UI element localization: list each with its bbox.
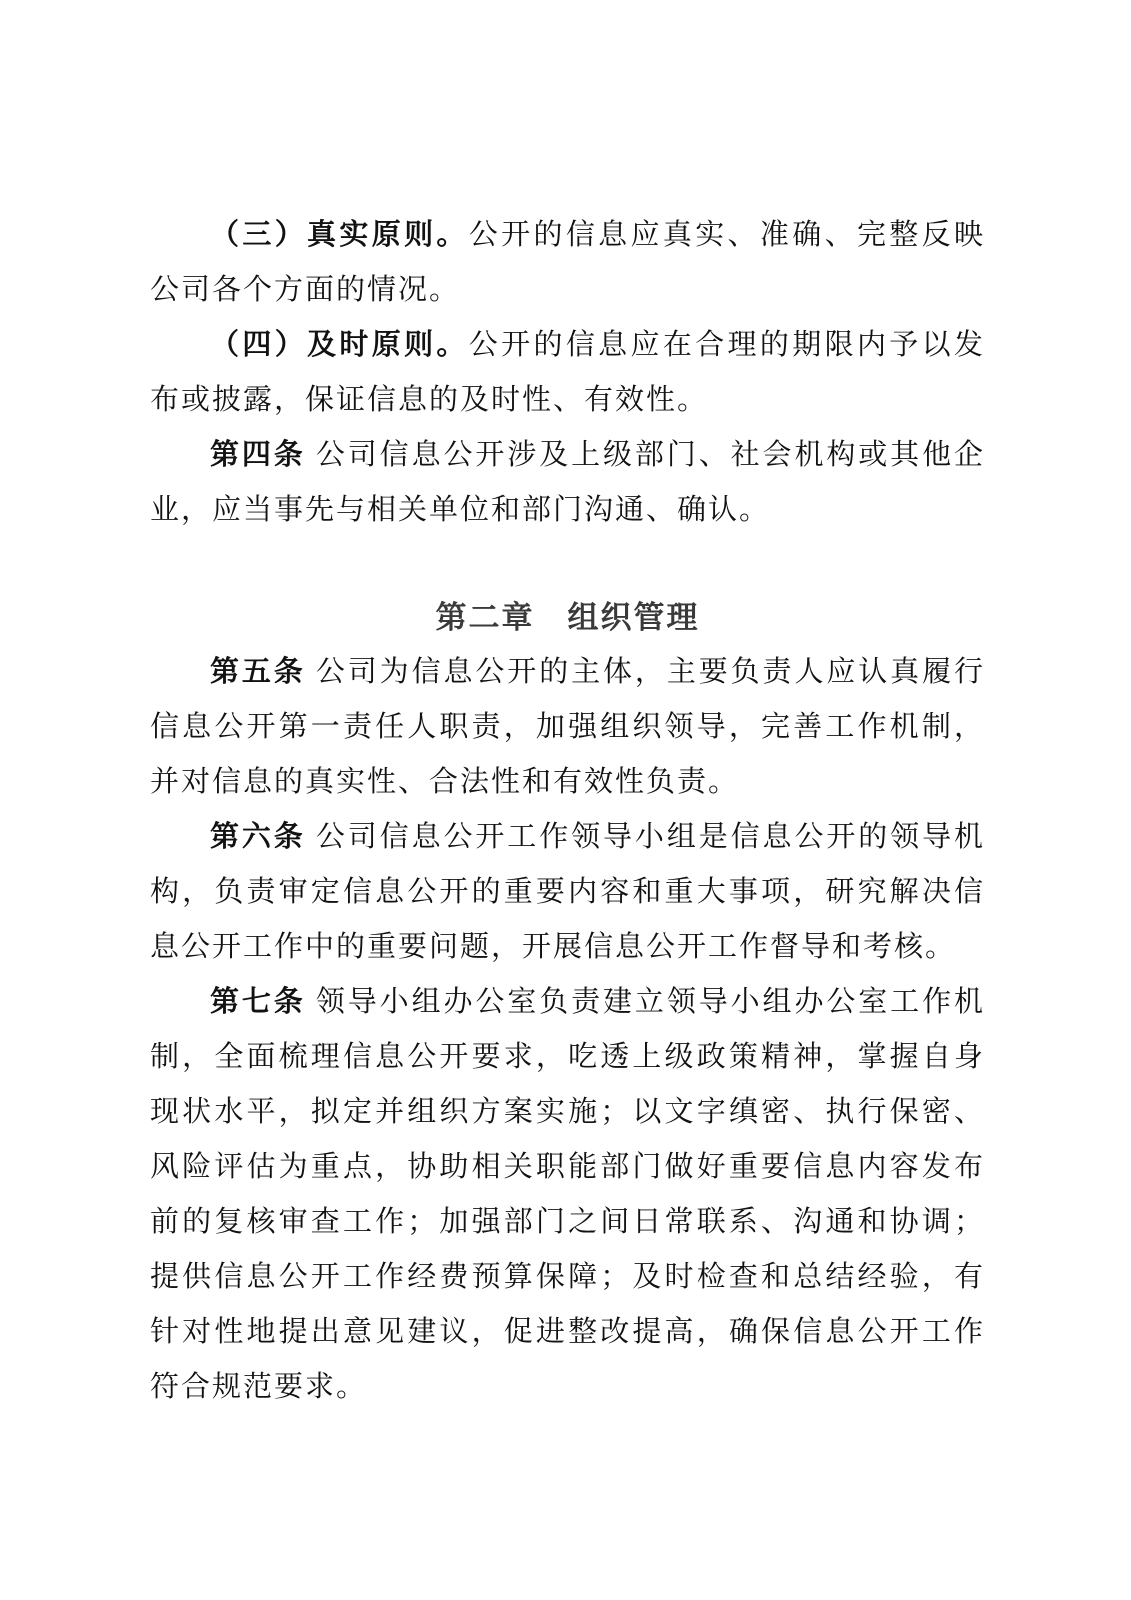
paragraph-lead: （三）真实原则。 [210,219,469,251]
paragraph-article-7 [150,975,985,1415]
paragraph-principle-timeliness [150,318,985,428]
paragraph-article-4 [150,428,985,538]
paragraph-body: 公司信息公开涉及上级部门、社会机构或其他企业，应当事先与相关单位和部门沟通、确认。 [150,439,985,526]
paragraph-lead: 第六条 [210,821,316,853]
paragraph-body: 公司信息公开工作领导小组是信息公开的领导机构，负责审定信息公开的重要内容和重大事项，研究解决信息公开工作中的重要问题，开展信息公开工作督导和考核。 [150,821,985,963]
paragraph-lead: 第七条 [210,986,316,1018]
paragraph-principle-truth [150,208,985,318]
paragraph-body: 公开的信息应真实、准确、完整反映公司各个方面的情况。 [150,219,985,306]
paragraph-article-5 [150,645,985,810]
paragraph-lead: （四）及时原则。 [210,329,469,361]
chapter-heading: 第二章 组织管理 [435,600,700,635]
paragraph-body: 公司为信息公开的主体，主要负责人应认真履行信息公开第一责任人职责，加强组织领导，完善工作机制，并对信息的真实性、合法性和有效性负责。 [150,656,985,798]
paragraph-body: 公开的信息应在合理的期限内予以发布或披露，保证信息的及时性、有效性。 [150,329,985,416]
paragraph-article-6 [150,810,985,975]
paragraph-body: 领导小组办公室负责建立领导小组办公室工作机制，全面梳理信息公开要求，吃透上级政策精神，掌握自身现状水平，拟定并组织方案实施；以文字缜密、执行保密、风险评估为重点，协助相关职能部门做好重要信息内容发布前的复核审查工作；加强部门之间日常联系、沟通和协调；提供信息公开工作经费预算保障；及时检查和总结经验，有针对性地提出意见建议，促进整改提高，确保信息公开工作符合规范要求。 [150,986,985,1403]
paragraph-lead: 第四条 [210,439,316,471]
paragraph-lead: 第五条 [210,656,316,688]
